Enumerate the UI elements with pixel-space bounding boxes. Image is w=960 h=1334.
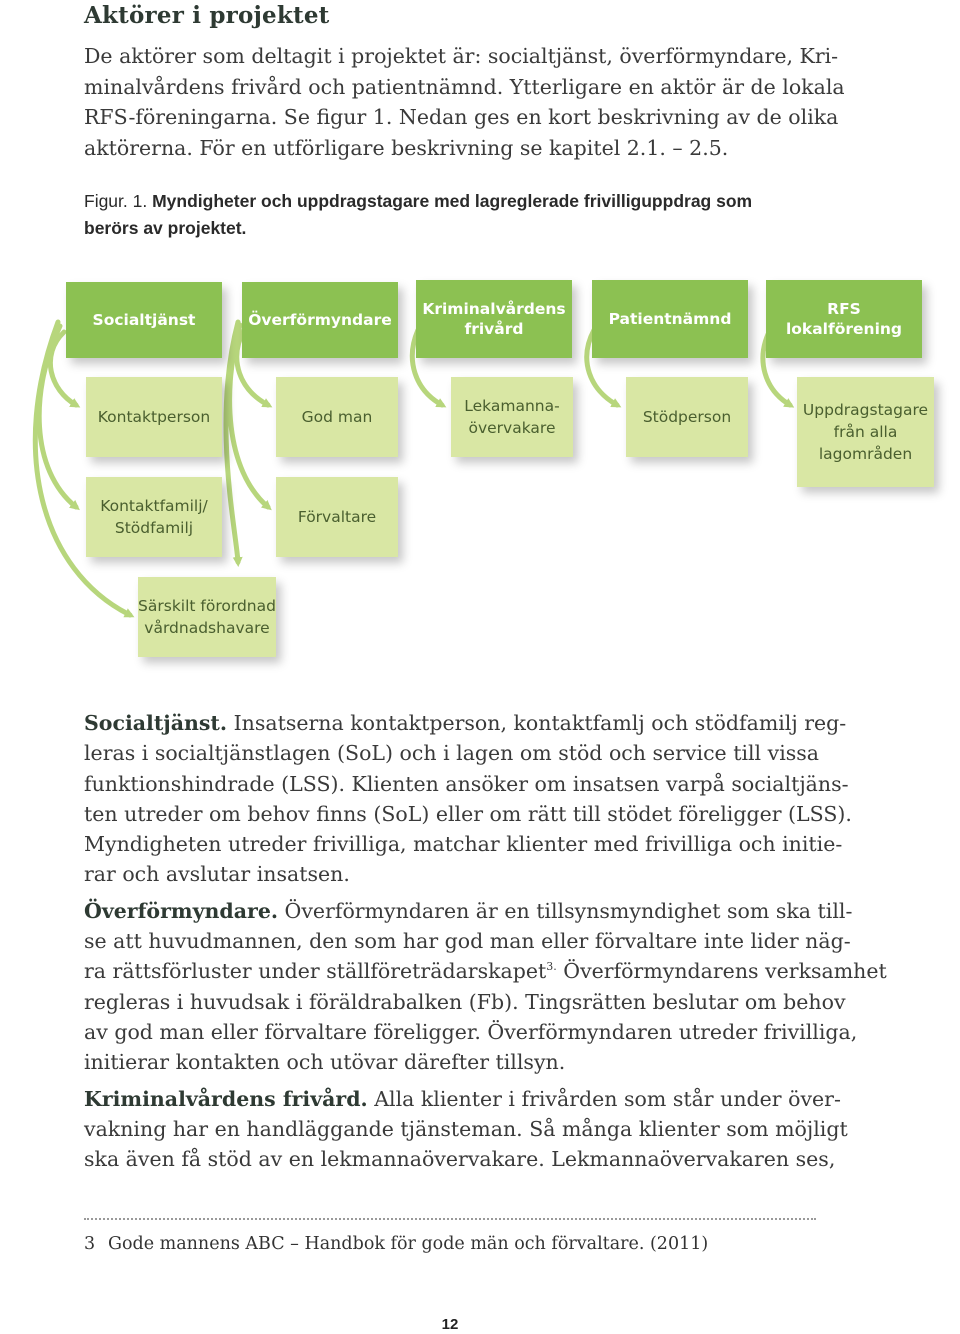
text-line: leras i socialtjänstlagen (SoL) och i lagen om stöd och service till vissa [84,741,820,766]
box-label: Särskilt förordnad [138,597,276,615]
intro-line: minalvårdens frivård och patientnämnd. Ytterligare en aktör är de lokala [84,74,845,99]
box-lekmannaovervakare [451,377,573,457]
paragraph-overformyndare [84,896,887,1078]
caption-line-2 [84,215,844,242]
body-text [84,708,887,1180]
text-line: se att huvudmannen, den som har god man eller förvaltare inte lider näg- [84,929,851,954]
box-label: Kontaktfamilj/ [100,497,208,515]
box-label: Kriminalvårdens [422,300,566,318]
org-diagram [0,270,960,670]
box-label: Lekamanna- [464,397,560,415]
box-kontaktperson [86,377,222,457]
footnote-ref: 3. [546,960,557,974]
footnote-text: Gode mannens ABC – Handbok för gode män och förvaltare. (2011) [108,1234,709,1254]
box-label: lokalförening [785,320,903,338]
text-run: ra rättsförluster under ställföreträdarskapet [84,959,547,984]
text-line: funktionshindrade (LSS). Klienten ansöker om insatsen varpå socialtjäns- [84,771,849,796]
footnote [84,1234,708,1254]
box-socialtjanst [66,282,222,358]
figure-title-cont: berörs av projektet. [84,218,247,238]
text-line: vakning har en handläggande tjänsteman. Så många klienter som möjligt [84,1116,848,1141]
text-run: Överförmyndarens verksamhet [556,959,887,984]
caption-line-1 [84,188,844,215]
text-line: ska även få stöd av en lekmannaövervakare. Lekmannaövervakaren ses, [84,1147,836,1172]
section-heading: Aktörer i projektet [84,2,330,29]
intro-line: aktörerna. För en utförligare beskrivning se kapitel 2.1. – 2.5. [84,135,729,160]
intro-paragraph [84,41,845,163]
paragraph-kriminalvard [84,1084,848,1175]
box-overformyndare [242,282,398,358]
box-patientnamnd [592,280,748,358]
intro-line: De aktörer som deltagit i projektet är: socialtjänst, överförmyndare, Kri- [84,44,839,68]
text-line: initierar kontakten och utövar därefter tillsyn. [84,1050,566,1075]
paragraph-lead: Kriminalvårdens frivård. [84,1086,368,1111]
paragraph-lead: Socialtjänst. [84,711,228,735]
box-sarskilt-forordnad [138,577,276,657]
text-line [84,896,853,926]
box-label: lagområden [818,445,913,463]
box-stodperson [626,377,748,457]
text-line [84,1084,841,1114]
box-label: vårdnadshavare [144,619,270,637]
footnote-divider [84,1218,816,1220]
box-label: övervakare [468,419,556,437]
box-forvaltare [276,477,398,557]
box-label: Stödfamilj [114,519,194,537]
box-label: RFS [827,300,861,318]
text-run: Alla klienter i frivården som står under över- [367,1086,841,1111]
box-kriminalvard [416,280,572,358]
page-number: 12 [441,1316,459,1333]
text-line: av god man eller förvaltare föreligger. Överförmyndaren utreder frivilliga, [84,1019,858,1044]
box-label: Stödperson [642,408,732,426]
figure-title: Myndigheter och uppdragstagare med lagreglerade frivilliguppdrag som [152,191,753,211]
box-label: God man [301,408,373,426]
text-line [84,956,887,986]
box-label: Uppdragstagare [802,401,929,419]
text-line: rar och avslutar insatsen. [84,862,350,887]
figure-caption [84,188,844,242]
text-run: Överförmyndaren är en tillsynsmyndighet som ska till- [278,898,853,923]
text-line [84,708,847,738]
box-god-man [276,377,398,457]
box-label: Kontaktperson [97,408,211,426]
box-label: Överförmyndare [248,311,392,329]
text-line: regleras i huvudsak i föräldrabalken (Fb). Tingsrätten beslutar om behov [84,989,846,1014]
box-label: Patientnämnd [608,310,732,328]
box-label: Förvaltare [297,508,377,526]
box-uppdragstagare [797,377,934,487]
box-label: frivård [464,320,524,338]
box-label: Socialtjänst [92,311,196,329]
paragraph-socialtjanst [84,708,852,890]
intro-line: RFS-föreningarna. Se figur 1. Nedan ges en kort beskrivning av de olika [84,105,839,129]
box-label: från alla [833,423,898,441]
footnote-number: 3 [84,1234,96,1254]
box-rfs-lokalforening [766,280,922,358]
text-line: ten utreder om behov finns (SoL) eller om rätt till stödet föreligger (LSS). [84,801,852,826]
paragraph-lead: Överförmyndare. [84,898,279,923]
text-run: Insatserna kontaktperson, kontaktfamlj och stödfamilj reg- [227,711,847,735]
figure-label: Figur. 1. [84,191,148,211]
text-line: Myndigheten utreder frivilliga, matchar klienter med frivilliga och initie- [84,832,843,857]
box-kontaktfamilj [86,477,222,557]
